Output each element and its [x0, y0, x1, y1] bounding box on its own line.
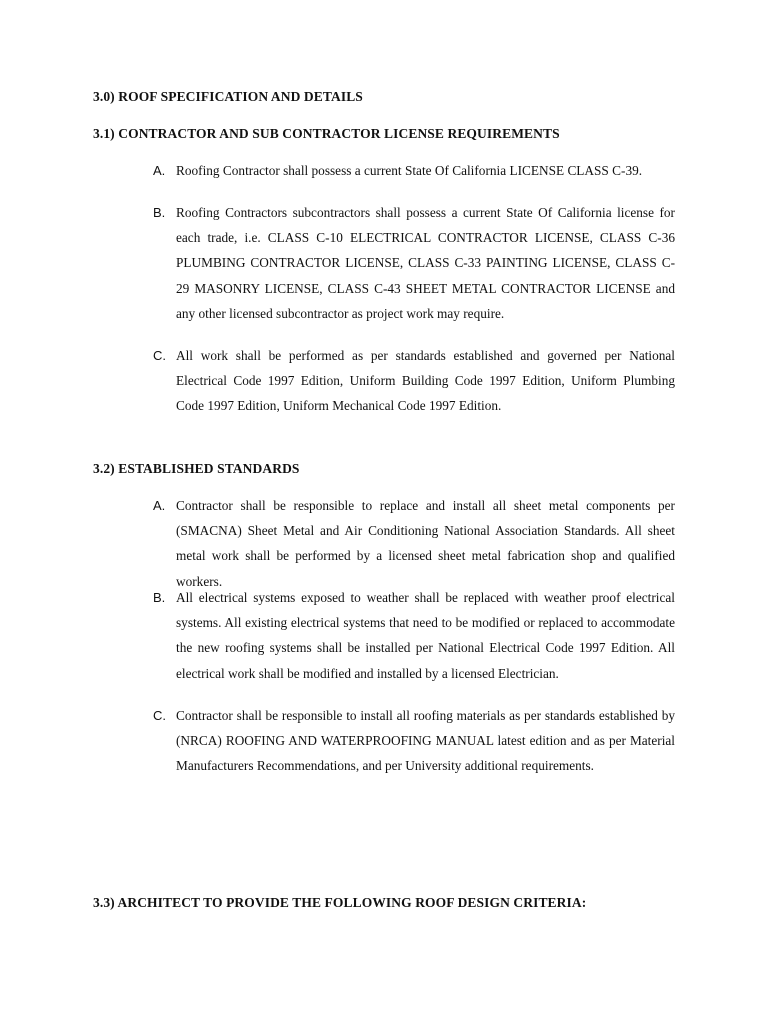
list-item-text: Contractor shall be responsible to replace and install all sheet metal components per (SMACNA) Sheet Metal and Air Conditioning National Association Standards. All sheet metal work shall be performed by a licensed sheet metal fabrication shop and qualified workers.	[176, 498, 675, 589]
list-item	[153, 200, 675, 343]
list-item	[153, 343, 675, 419]
list-item-letter: B.	[153, 590, 166, 605]
section-heading-3-2: 3.2) ESTABLISHED STANDARDS	[93, 461, 300, 476]
list-item-text: Roofing Contractors subcontractors shall possess a current State Of California license for each trade, i.e. CLASS C-10 ELECTRICAL CONTRACTOR LICENSE, CLASS C-36 PLUMBING CONTRACTOR LICENSE, CLASS C-33 PAINTING LICENSE, CLASS C-29 MASONRY LICENSE, CLASS C-43 SHEET METAL CONTRACTOR LICENSE and any other licensed subcontractor as project work may require.	[176, 205, 675, 321]
list-item-letter: C.	[153, 708, 166, 723]
license-requirements-list	[153, 158, 675, 419]
list-item	[153, 158, 675, 200]
established-standards-list	[153, 493, 675, 779]
list-item-letter: A.	[153, 498, 166, 513]
section-heading-3-1: 3.1) CONTRACTOR AND SUB CONTRACTOR LICENSE REQUIREMENTS	[93, 126, 560, 141]
list-item-letter: A.	[153, 163, 166, 178]
list-item-text: All work shall be performed as per standards established and governed per National Electrical Code 1997 Edition, Uniform Building Code 1997 Edition, Uniform Plumbing Code 1997 Edition, Uniform Mechanical Code 1997 Edition.	[176, 348, 675, 414]
list-item	[153, 493, 675, 589]
list-item-text: Contractor shall be responsible to install all roofing materials as per standards established by (NRCA) ROOFING AND WATERPROOFING MANUAL latest edition and as per Material Manufacturers Recommendations, and per University additional requirements.	[176, 708, 675, 774]
list-item	[153, 703, 675, 779]
list-item-text: Roofing Contractor shall possess a current State Of California LICENSE CLASS C-39.	[176, 163, 643, 178]
list-item-letter: B.	[153, 205, 166, 220]
section-heading-3-0: 3.0) ROOF SPECIFICATION AND DETAILS	[93, 89, 363, 104]
section-heading-3-3: 3.3) ARCHITECT TO PROVIDE THE FOLLOWING ROOF DESIGN CRITERIA:	[93, 895, 587, 910]
list-item-letter: C.	[153, 348, 166, 363]
list-item-text: All electrical systems exposed to weather shall be replaced with weather proof electrical systems. All existing electrical systems that need to be modified or replaced to accommodate the new roofing systems shall be installed per National Electrical Code 1997 Edition. All electrical work shall be modified and installed by a licensed Electrician.	[176, 590, 675, 681]
list-item	[153, 585, 675, 703]
